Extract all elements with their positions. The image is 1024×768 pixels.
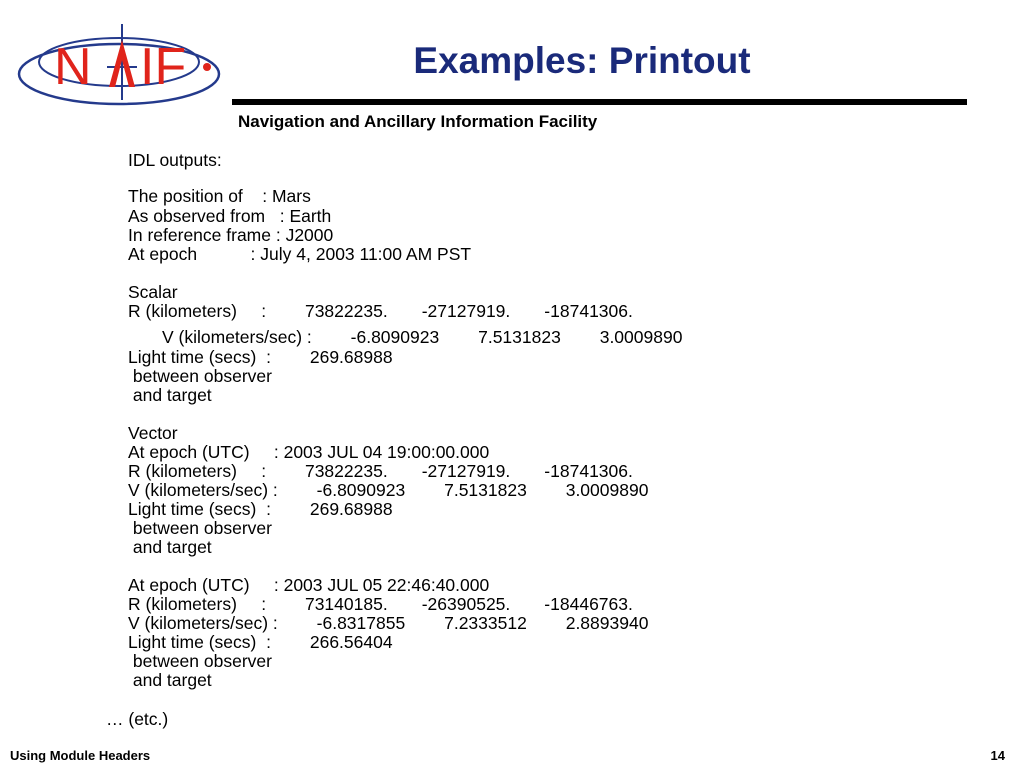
printout-line: R (kilometers) : 73822235. -27127919. -18741306.	[128, 301, 633, 321]
logo-letter-n: N	[54, 38, 92, 96]
printout-line: between observer	[128, 651, 272, 671]
printout-line: … (etc.)	[106, 709, 169, 729]
printout-line: Light time (secs) : 269.68988	[128, 347, 393, 367]
printout-line: IDL outputs:	[128, 150, 222, 170]
footer-module-title: Using Module Headers	[10, 748, 151, 763]
printout-line: between observer	[128, 366, 272, 386]
slide-subtitle: Navigation and Ancillary Information Facility	[238, 112, 598, 131]
page-number: 14	[990, 748, 1005, 763]
printout-line: R (kilometers) : 73140185. -26390525. -18446763.	[128, 594, 633, 614]
printout-line: V (kilometers/sec) : -6.8317855 7.2333512 2.8893940	[128, 613, 649, 633]
printout-line: Scalar	[128, 282, 178, 302]
printout-line: between observer	[128, 518, 272, 538]
printout-line: Light time (secs) : 269.68988	[128, 499, 393, 519]
printout-line: At epoch (UTC) : 2003 JUL 05 22:46:40.000	[128, 575, 490, 595]
printout-line: At epoch (UTC) : 2003 JUL 04 19:00:00.000	[128, 442, 490, 462]
slide-title: Examples: Printout	[413, 40, 751, 81]
printout-line: V (kilometers/sec) : -6.8090923 7.5131823 3.0009890	[162, 327, 683, 347]
printout-line: Vector	[128, 423, 178, 443]
printout-line: and target	[128, 537, 212, 557]
printout-line: and target	[128, 670, 212, 690]
printout-line: R (kilometers) : 73822235. -27127919. -18741306.	[128, 461, 633, 481]
printout-line: In reference frame : J2000	[128, 225, 334, 245]
printout-line: As observed from : Earth	[128, 206, 332, 226]
printout-line: The position of : Mars	[128, 186, 311, 206]
printout-line: and target	[128, 385, 212, 405]
logo-letters-if: IF	[140, 38, 187, 96]
printout-line: V (kilometers/sec) : -6.8090923 7.5131823 3.0009890	[128, 480, 649, 500]
printout-line: Light time (secs) : 266.56404	[128, 632, 393, 652]
printout-line: At epoch : July 4, 2003 11:00 AM PST	[128, 244, 472, 264]
